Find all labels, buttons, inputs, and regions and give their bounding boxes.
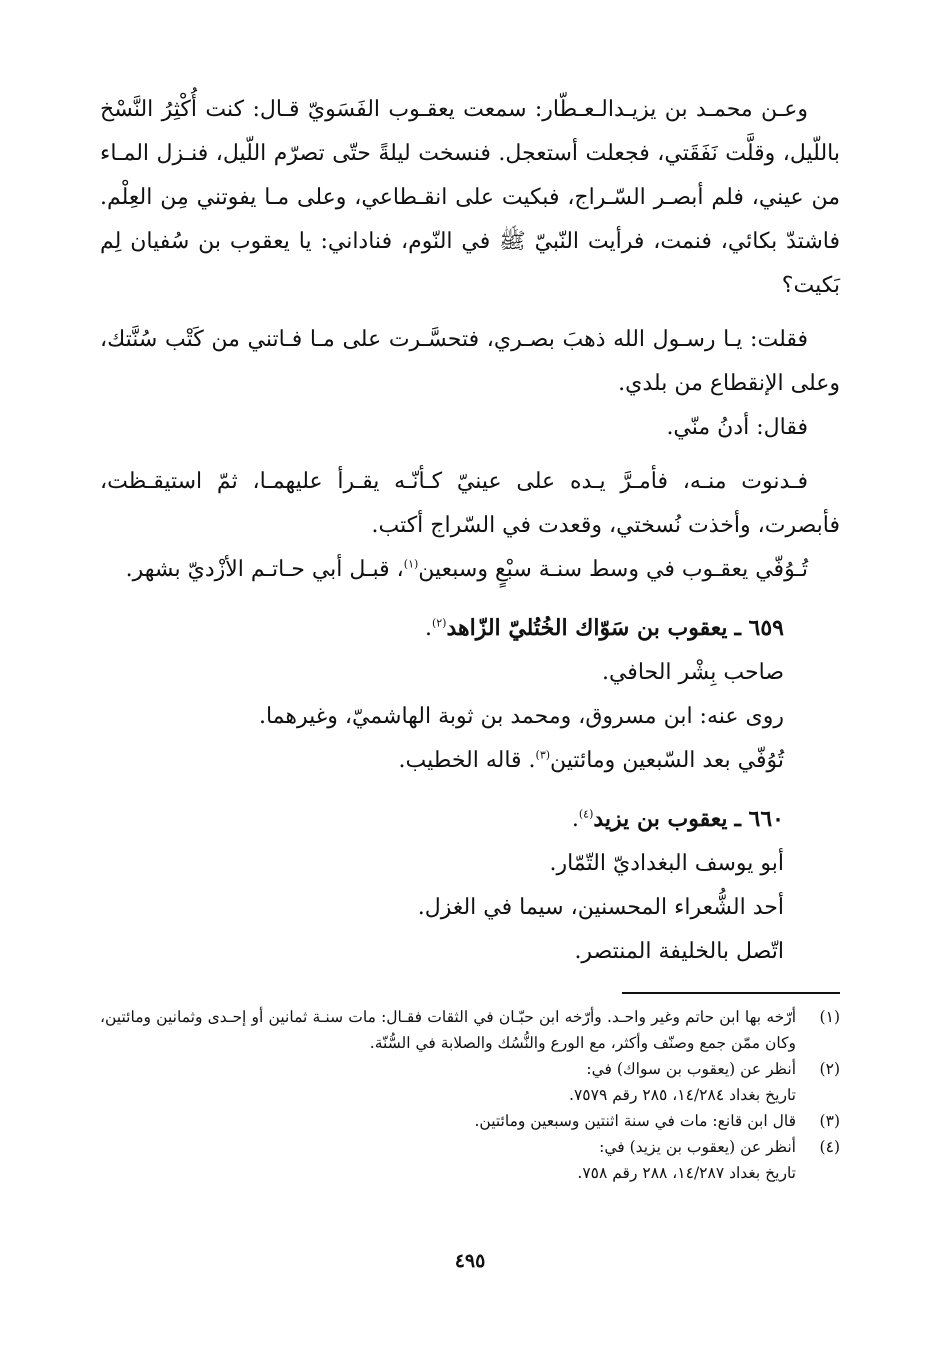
paragraph-sight-restored: فـدنوت منـه، فأمـرَّ يـده على عينيّ كـأنّـه يقـرأ عليهمـا، ثمّ استيقـظت، فأبصرت، وأخذت نُسختي، وقعدت في السّراج أكتب. xyxy=(100,469,840,538)
paragraph-lost-sight: فقلت: يـا رسـول الله ذهبَ بصـري، فتحسَّـرت على مـا فـاتني من كَتْب سُنَّتك، وعلى الإنقطاع من بلدي. xyxy=(100,327,840,396)
footnote-ref-2[interactable]: (٢) xyxy=(431,616,447,630)
footnote-2-line-2: تاريخ بغداد ١٤/٢٨٤، ٢٨٥ رقم ٧٥٧٩. xyxy=(569,1086,796,1104)
entry-660-caliph: اتّصل بالخليفة المنتصر. xyxy=(574,939,784,964)
entry-659-companion: صاحب بِشْر الحافي. xyxy=(601,660,784,685)
footnote-4-line-2: تاريخ بغداد ١٤/٢٨٧، ٢٨٨ رقم ٧٥٨. xyxy=(577,1164,796,1182)
footnote-3-text: قال ابن قانع: مات في سنة اثنتين وسبعين ومائتين. xyxy=(474,1112,796,1130)
main-text xyxy=(100,88,840,974)
footnote-4-line-1: أنظر عن (يعقوب بن يزيد) في: xyxy=(599,1138,796,1156)
entry-660 xyxy=(100,797,840,974)
entry-660-end: . xyxy=(571,807,579,832)
entry-660-kunya: أبو يوسف البغداديّ التّمّار. xyxy=(549,851,784,876)
footnote-ref-3[interactable]: (٣) xyxy=(535,748,551,762)
entry-659-end: . xyxy=(424,616,432,641)
footnotes-section xyxy=(100,1004,840,1186)
paragraph-dream-narration: وعـن محمـد بن يزيـدالـعـطّار: سمعت يعقـوب الفَسَويّ قـال: كنت أُكْثِرُ النَّسْخ باللّيل، وقلَّت نَفَقَتي، فجعلت أستعجل. فنسخت ليلةً حتّى تصرّم اللّيل، فنـزل المـاء من عيني، فلم أبصـر السّـراج، فبكيت على انقـطاعي، وعلى مـا يفوتني مِن العِلْم. فاشتدّ بكائي، فنمت، فرأيت النّبيّ ﷺ في النّوم، فناداني: يا يعقوب بن سُفيان لِم بَكيت؟ xyxy=(100,97,840,298)
entry-659-death xyxy=(100,739,784,783)
entry-659-narrators: روى عنه: ابن مسروق، ومحمد بن ثوبة الهاشميّ، وغيرهما. xyxy=(258,704,784,729)
footnote-1 xyxy=(100,1004,840,1056)
entry-660-number: ٦٦٠ ـ xyxy=(734,806,784,832)
entry-660-heading xyxy=(100,797,784,842)
entry-659-death-text: تُوُفّي بعد السّبعين ومائتين xyxy=(550,748,784,773)
footnote-ref-1[interactable]: (١) xyxy=(403,557,419,571)
footnote-1-number: (١) xyxy=(819,1008,840,1026)
footnote-3 xyxy=(100,1108,840,1134)
footnote-ref-4[interactable]: (٤) xyxy=(578,807,594,821)
footnote-2 xyxy=(100,1056,840,1108)
paragraph-death-date xyxy=(100,548,840,592)
entry-659-death-rest: . قاله الخطيب. xyxy=(398,748,536,773)
death-date-rest: ، قبـل أبي حـاتـم الأزْديّ بشهر. xyxy=(125,557,404,582)
footnote-1-text: أرّخه بها ابن حاتم وغير واحـد. وأرّخه ابن حبّـان في الثقات فقـال: مات سنـة ثمانين أو إحـدى وثمانين ومائتين، وكان ممّن جمع وصنّف وأكثر، مع الورع والنُّسُك والصلابة في السُّنّة. xyxy=(100,1008,796,1052)
footnote-divider xyxy=(622,992,840,994)
entry-660-title: يعقوب بن يزيد xyxy=(593,806,728,832)
entry-659-number: ٦٥٩ ـ xyxy=(734,615,784,641)
footnote-4 xyxy=(100,1134,840,1186)
page-number: ٤٩٥ xyxy=(454,1250,486,1272)
entry-659 xyxy=(100,606,840,783)
footnote-3-number: (٣) xyxy=(819,1112,840,1130)
entry-659-heading xyxy=(100,606,784,651)
paragraph-come-near: فقال: أدنُ منّي. xyxy=(666,415,808,440)
footnote-2-number: (٢) xyxy=(819,1060,840,1078)
death-date-text: تُـوُفّي يعقـوب في وسط سنـة سبْعٍ وسبعين xyxy=(418,557,808,582)
footnote-4-number: (٤) xyxy=(819,1138,840,1156)
entry-660-poet: أحد الشُّعراء المحسنين، سيما في الغزل. xyxy=(417,895,784,920)
entry-659-title: يعقوب بن سَوّاك الخُتُليّ الزّاهد xyxy=(446,615,728,641)
footnote-2-line-1: أنظر عن (يعقوب بن سواك) في: xyxy=(586,1060,796,1078)
